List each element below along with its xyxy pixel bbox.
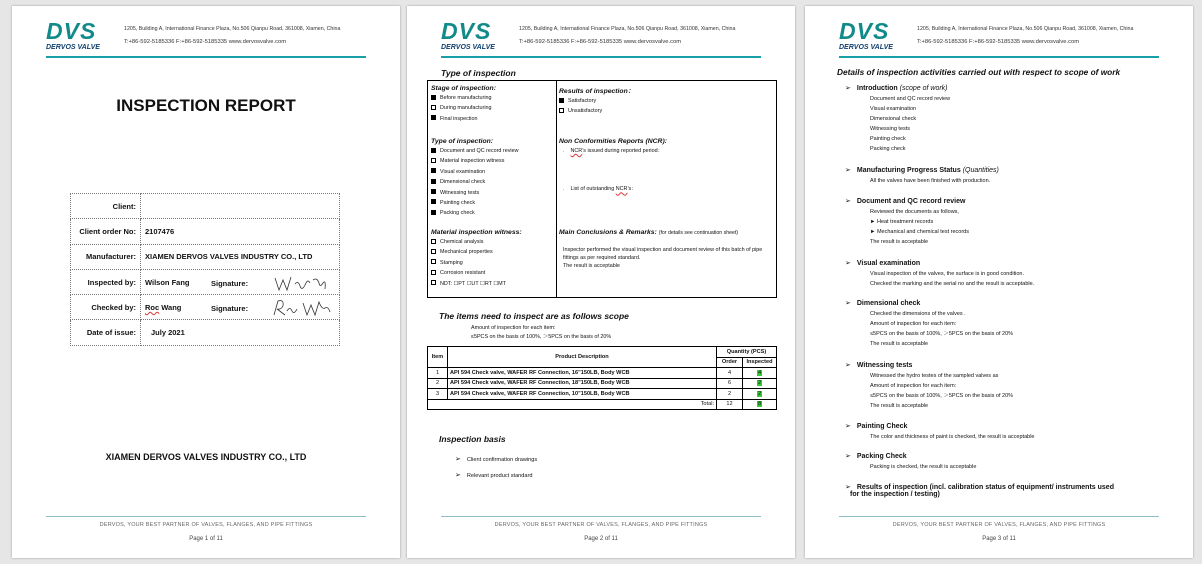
detail-line: ≤5PCS on the basis of 100%, ＞5PCS on the basis of 20%	[870, 331, 1014, 337]
col-item: Item	[428, 347, 448, 368]
footer-rule	[441, 516, 761, 517]
header-address: 1205, Building A, International Finance Plaza, No.506 Qianpu Road, 361008, Xiamen, China	[917, 26, 1134, 32]
arrow-bullet-icon: ➢	[845, 167, 851, 174]
footer-rule	[46, 516, 366, 517]
report-page-3	[805, 6, 1193, 558]
report-title: INSPECTION REPORT	[116, 96, 296, 115]
table-row: 2 API 594 Check valve, WAFER RF Connection, 18"150LB, Body WCB 6 2	[428, 378, 777, 389]
order-value: 2107476	[141, 219, 340, 244]
arrow-bullet-icon: ➢	[845, 260, 851, 267]
stage-item: Final inspection	[431, 114, 496, 124]
detail-section: ➢ Packing Check Packing is checked, the result is acceptable	[845, 452, 1165, 472]
checked-checkbox-icon	[431, 115, 436, 120]
inspected-row	[71, 269, 340, 294]
detail-section: ➢ Painting Check The color and thickness of paint is checked, the result is acceptable	[845, 422, 1165, 442]
material-item: Stamping	[431, 258, 522, 268]
footer-rule	[839, 516, 1159, 517]
cover-info-table	[70, 193, 340, 346]
checked-checkbox-icon	[431, 95, 436, 100]
signature-label: Signature:	[211, 278, 249, 288]
inspection-type-box	[427, 80, 777, 298]
manufacturer-row	[71, 244, 340, 269]
type-item: Witnessing tests	[431, 188, 519, 198]
detail-line: ≤5PCS on the basis of 100%, ＞5PCS on the basis of 20%	[870, 393, 1014, 399]
checked-checkbox-icon	[431, 199, 436, 204]
material-item: Mechanical properties	[431, 247, 522, 257]
footer-slogan: DERVOS, YOUR BEST PARTNER OF VALVES, FLANGES, AND PIPE FITTINGS	[892, 522, 1106, 528]
detail-section: ➢ Visual examination Visual inspection of the valves, the surface is in good condition. Checked the marking and the serial no and the result is acceptable.	[845, 259, 1165, 289]
checked-checkbox-icon	[431, 210, 436, 215]
type-group: Type of inspection: Document and QC record review Material inspection witness Visual examination Dimensional check Witnessing tests Painting check Packing check	[431, 138, 519, 219]
detail-line: Amount of inspection for each item:	[870, 321, 957, 327]
inspected-label: Inspected by:	[71, 269, 141, 294]
page-number: Page 1 of 11	[189, 536, 223, 542]
detail-line: All the valves have been finished with production.	[870, 178, 991, 184]
col-quantity: Quantity (PCS)	[717, 347, 777, 358]
detail-line: ► Heat treatment records	[870, 219, 934, 225]
date-value: July 2021	[141, 320, 340, 345]
detail-section: ➢ Introduction (scope of work) Document and QC record review Visual examination Dimensional check Witnessing tests Painting check Packing check	[845, 84, 1165, 154]
detail-line: Witnessed the hydro testes of the sampled valves as	[870, 373, 999, 379]
inspector-signature	[271, 272, 331, 294]
unchecked-checkbox-icon	[431, 259, 436, 264]
detail-line: Checked the dimensions of the valves .	[870, 311, 966, 317]
type-item: Document and QC record review	[431, 146, 519, 156]
company-logo: DVS DERVOS VALVE	[46, 18, 100, 51]
results-item: Satisfactory	[559, 96, 635, 106]
header-contact: T:+86-592-5185336 F:+86-592-5185335 www.dervosvalve.com	[519, 39, 682, 45]
unchecked-checkbox-icon	[431, 105, 436, 110]
col-description: Product Description	[448, 347, 717, 368]
client-value	[141, 194, 340, 219]
arrow-bullet-icon: ➢	[845, 198, 851, 205]
table-row: 1 API 594 Check valve, WAFER RF Connection, 16"150LB, Body WCB 4 4	[428, 368, 777, 379]
header-contact: T:+86-592-5185336 F:+86-592-5185335 www.dervosvalve.com	[917, 39, 1080, 45]
page-number: Page 2 of 11	[584, 536, 618, 542]
basis-item: ➢ Relevant product standard	[455, 472, 533, 479]
arrow-bullet-icon: ➢	[845, 423, 851, 430]
ncr-outstanding-line: . List of outstanding NCR’s：	[563, 186, 637, 193]
ncr-group: Non Conformities Reports (NCR): . NCR’s issued during reported period： . List of outstanding NCR’s：	[559, 138, 667, 195]
checker-signature	[271, 297, 335, 319]
company-logo: DVS DERVOS VALVE	[441, 18, 495, 51]
checker-last-name: Wang	[159, 302, 182, 312]
detail-line: Checked the marking and the serial no and the result is acceptable.	[870, 281, 1035, 287]
type-item: Material inspection witness	[431, 156, 519, 166]
report-page-1	[12, 6, 400, 558]
results-continued: for the inspection / testing)	[850, 491, 940, 498]
detail-line: Witnessing tests	[870, 126, 911, 132]
type-item: Painting check	[431, 198, 519, 208]
detail-line: The color and thickness of paint is checked, the result is acceptable	[870, 434, 1035, 440]
unchecked-checkbox-icon	[431, 158, 436, 163]
unchecked-checkbox-icon	[431, 249, 436, 254]
type-item: Packing check	[431, 208, 519, 218]
type-item: Dimensional check	[431, 177, 519, 187]
stage-item: Before manufacturing	[431, 93, 496, 103]
checked-label: Checked by:	[71, 295, 141, 320]
conclusions-group: Main Conclusions & Remarks: (for details see continuation sheet) Inspector performed the visual inspection and document review of this batch of pipe fittings as per required standard. The result is acceptable	[559, 229, 773, 271]
detail-line: The result is acceptable	[870, 341, 929, 347]
detail-line: Dimensional check	[870, 116, 917, 122]
ncr-issued-line: . NCR’s issued during reported period：	[563, 148, 663, 154]
details-title: Details of inspection activities carried out with respect to scope of work	[837, 67, 1121, 77]
results-item: Unsatisfactory	[559, 106, 635, 116]
conclusions-result: The result is acceptable	[563, 263, 620, 270]
detail-line: Packing check	[870, 146, 906, 152]
manufacturer-label: Manufacturer:	[71, 244, 141, 269]
column-divider	[556, 81, 557, 297]
stage-item: During manufacturing	[431, 103, 496, 113]
order-row	[71, 219, 340, 244]
header-address: 1205, Building A, International Finance Plaza, No.506 Qianpu Road, 361008, Xiamen, China	[124, 26, 341, 32]
detail-line: Visual inspection of the valves, the surface is in good condition.	[870, 271, 1024, 277]
scope-title: The items need to inspect are as follows scope	[439, 311, 629, 321]
arrow-bullet-icon: ➢	[845, 362, 851, 369]
detail-section: ➢ Document and QC record review Reviewed the documents as follows, ► Heat treatment records ► Mechanical and chemical test records The result is acceptable	[845, 197, 1165, 247]
total-row: Total: 12 8	[428, 399, 777, 410]
material-item: Corrosion resistant	[431, 268, 522, 278]
date-row	[71, 320, 340, 345]
type-item: Visual examination	[431, 167, 519, 177]
detail-line: The result is acceptable	[870, 239, 929, 245]
unchecked-checkbox-icon	[431, 270, 436, 275]
basis-item: ➢ Client confirmation drawings	[455, 456, 538, 463]
page-header	[441, 20, 761, 60]
header-rule	[441, 56, 761, 58]
arrow-bullet-icon: ➢	[845, 484, 851, 491]
unchecked-checkbox-icon	[559, 108, 564, 113]
detail-line: Painting check	[870, 136, 906, 142]
detail-line: Amount of inspection for each item:	[870, 383, 957, 389]
material-item: NDT: ☐PT ☐UT ☐RT ☐MT	[431, 279, 522, 289]
arrow-bullet-icon: ➢	[845, 453, 851, 460]
client-label: Client:	[71, 194, 141, 219]
detail-line: Reviewed the documents as follows,	[870, 209, 959, 215]
manufacturer-value: XIAMEN DERVOS VALVES INDUSTRY CO., LTD	[141, 244, 340, 269]
company-logo: DVS DERVOS VALVE	[839, 18, 893, 51]
material-group: Material inspection witness: Chemical analysis Mechanical properties Stamping Corrosion resistant NDT: ☐PT ☐UT ☐RT ☐MT	[431, 229, 522, 289]
date-label: Date of issue:	[71, 320, 141, 345]
stage-group: Stage of inspection: Before manufacturing During manufacturing Final inspection	[431, 85, 496, 124]
detail-section: ➢ Manufacturing Progress Status (Quantities) All the valves have been finished with production.	[845, 166, 1165, 186]
conclusions-body: Inspector performed the visual inspection and document review of this batch of pipe fittings as per required standard.	[563, 247, 763, 262]
order-label: Client order No:	[71, 219, 141, 244]
footer-slogan: DERVOS, YOUR BEST PARTNER OF VALVES, FLANGES, AND PIPE FITTINGS	[494, 522, 708, 528]
page-header	[839, 20, 1159, 60]
header-address: 1205, Building A, International Finance Plaza, No.506 Qianpu Road, 361008, Xiamen, China	[519, 26, 736, 32]
inspector-name: Wilson Fang	[145, 277, 190, 287]
table-row: 3 API 594 Check valve, WAFER RF Connection, 10"150LB, Body WCB 2 2	[428, 389, 777, 400]
detail-section: ➢ Results of inspection (incl. calibration status of equipment/ instruments used	[845, 484, 1114, 491]
checked-checkbox-icon	[431, 148, 436, 153]
col-order: Order	[717, 357, 743, 368]
checked-checkbox-icon	[559, 98, 564, 103]
detail-section: ➢ Dimensional check Checked the dimensions of the valves . Amount of inspection for each item: ≤5PCS on the basis of 100%, ＞5PCS on the basis of 20% The result is acceptable	[845, 299, 1165, 349]
signature-label: Signature:	[211, 304, 249, 314]
detail-section: ➢ Witnessing tests Witnessed the hydro testes of the sampled valves as Amount of inspection for each item: ≤5PCS on the basis of 100%, ＞5PCS on the basis of 20% The result is acceptable	[845, 361, 1165, 411]
footer-slogan: DERVOS, YOUR BEST PARTNER OF VALVES, FLANGES, AND PIPE FITTINGS	[99, 522, 313, 528]
unchecked-checkbox-icon	[431, 280, 436, 285]
scope-note: Amount of inspection for each item: ≤5PCS on the basis of 100%, ＞5PCS on the basis of 20%	[471, 325, 612, 340]
items-table	[427, 346, 777, 410]
detail-line: Visual examination	[870, 106, 917, 112]
checked-row	[71, 295, 340, 320]
report-page-2	[407, 6, 795, 558]
page-header	[46, 20, 366, 60]
detail-line: ► Mechanical and chemical test records	[870, 229, 969, 235]
header-contact: T:+86-592-5185336 F:+86-592-5185335 www.dervosvalve.com	[124, 39, 287, 45]
results-group: Results of inspection： Satisfactory Unsatisfactory	[559, 85, 635, 117]
header-rule	[46, 56, 366, 58]
company-name: XIAMEN DERVOS VALVES INDUSTRY CO., LTD	[105, 452, 307, 462]
client-row	[71, 194, 340, 219]
basis-title: Inspection basis	[439, 434, 506, 444]
checked-checkbox-icon	[431, 179, 436, 184]
checker-first-name: Roc	[145, 302, 160, 312]
detail-line: Packing is checked, the result is acceptable	[870, 464, 977, 470]
detail-line: The result is acceptable	[870, 403, 929, 409]
material-item: Chemical analysis	[431, 237, 522, 247]
unchecked-checkbox-icon	[431, 239, 436, 244]
arrow-bullet-icon: ➢	[845, 85, 851, 92]
header-rule	[839, 56, 1159, 58]
checked-checkbox-icon	[431, 189, 436, 194]
type-of-inspection-title: Type of inspection	[441, 68, 516, 78]
checked-checkbox-icon	[431, 168, 436, 173]
detail-line: Document and QC record review	[870, 96, 951, 102]
page-number: Page 3 of 11	[982, 536, 1016, 542]
col-inspected: Inspected	[743, 357, 777, 368]
arrow-bullet-icon: ➢	[845, 300, 851, 307]
